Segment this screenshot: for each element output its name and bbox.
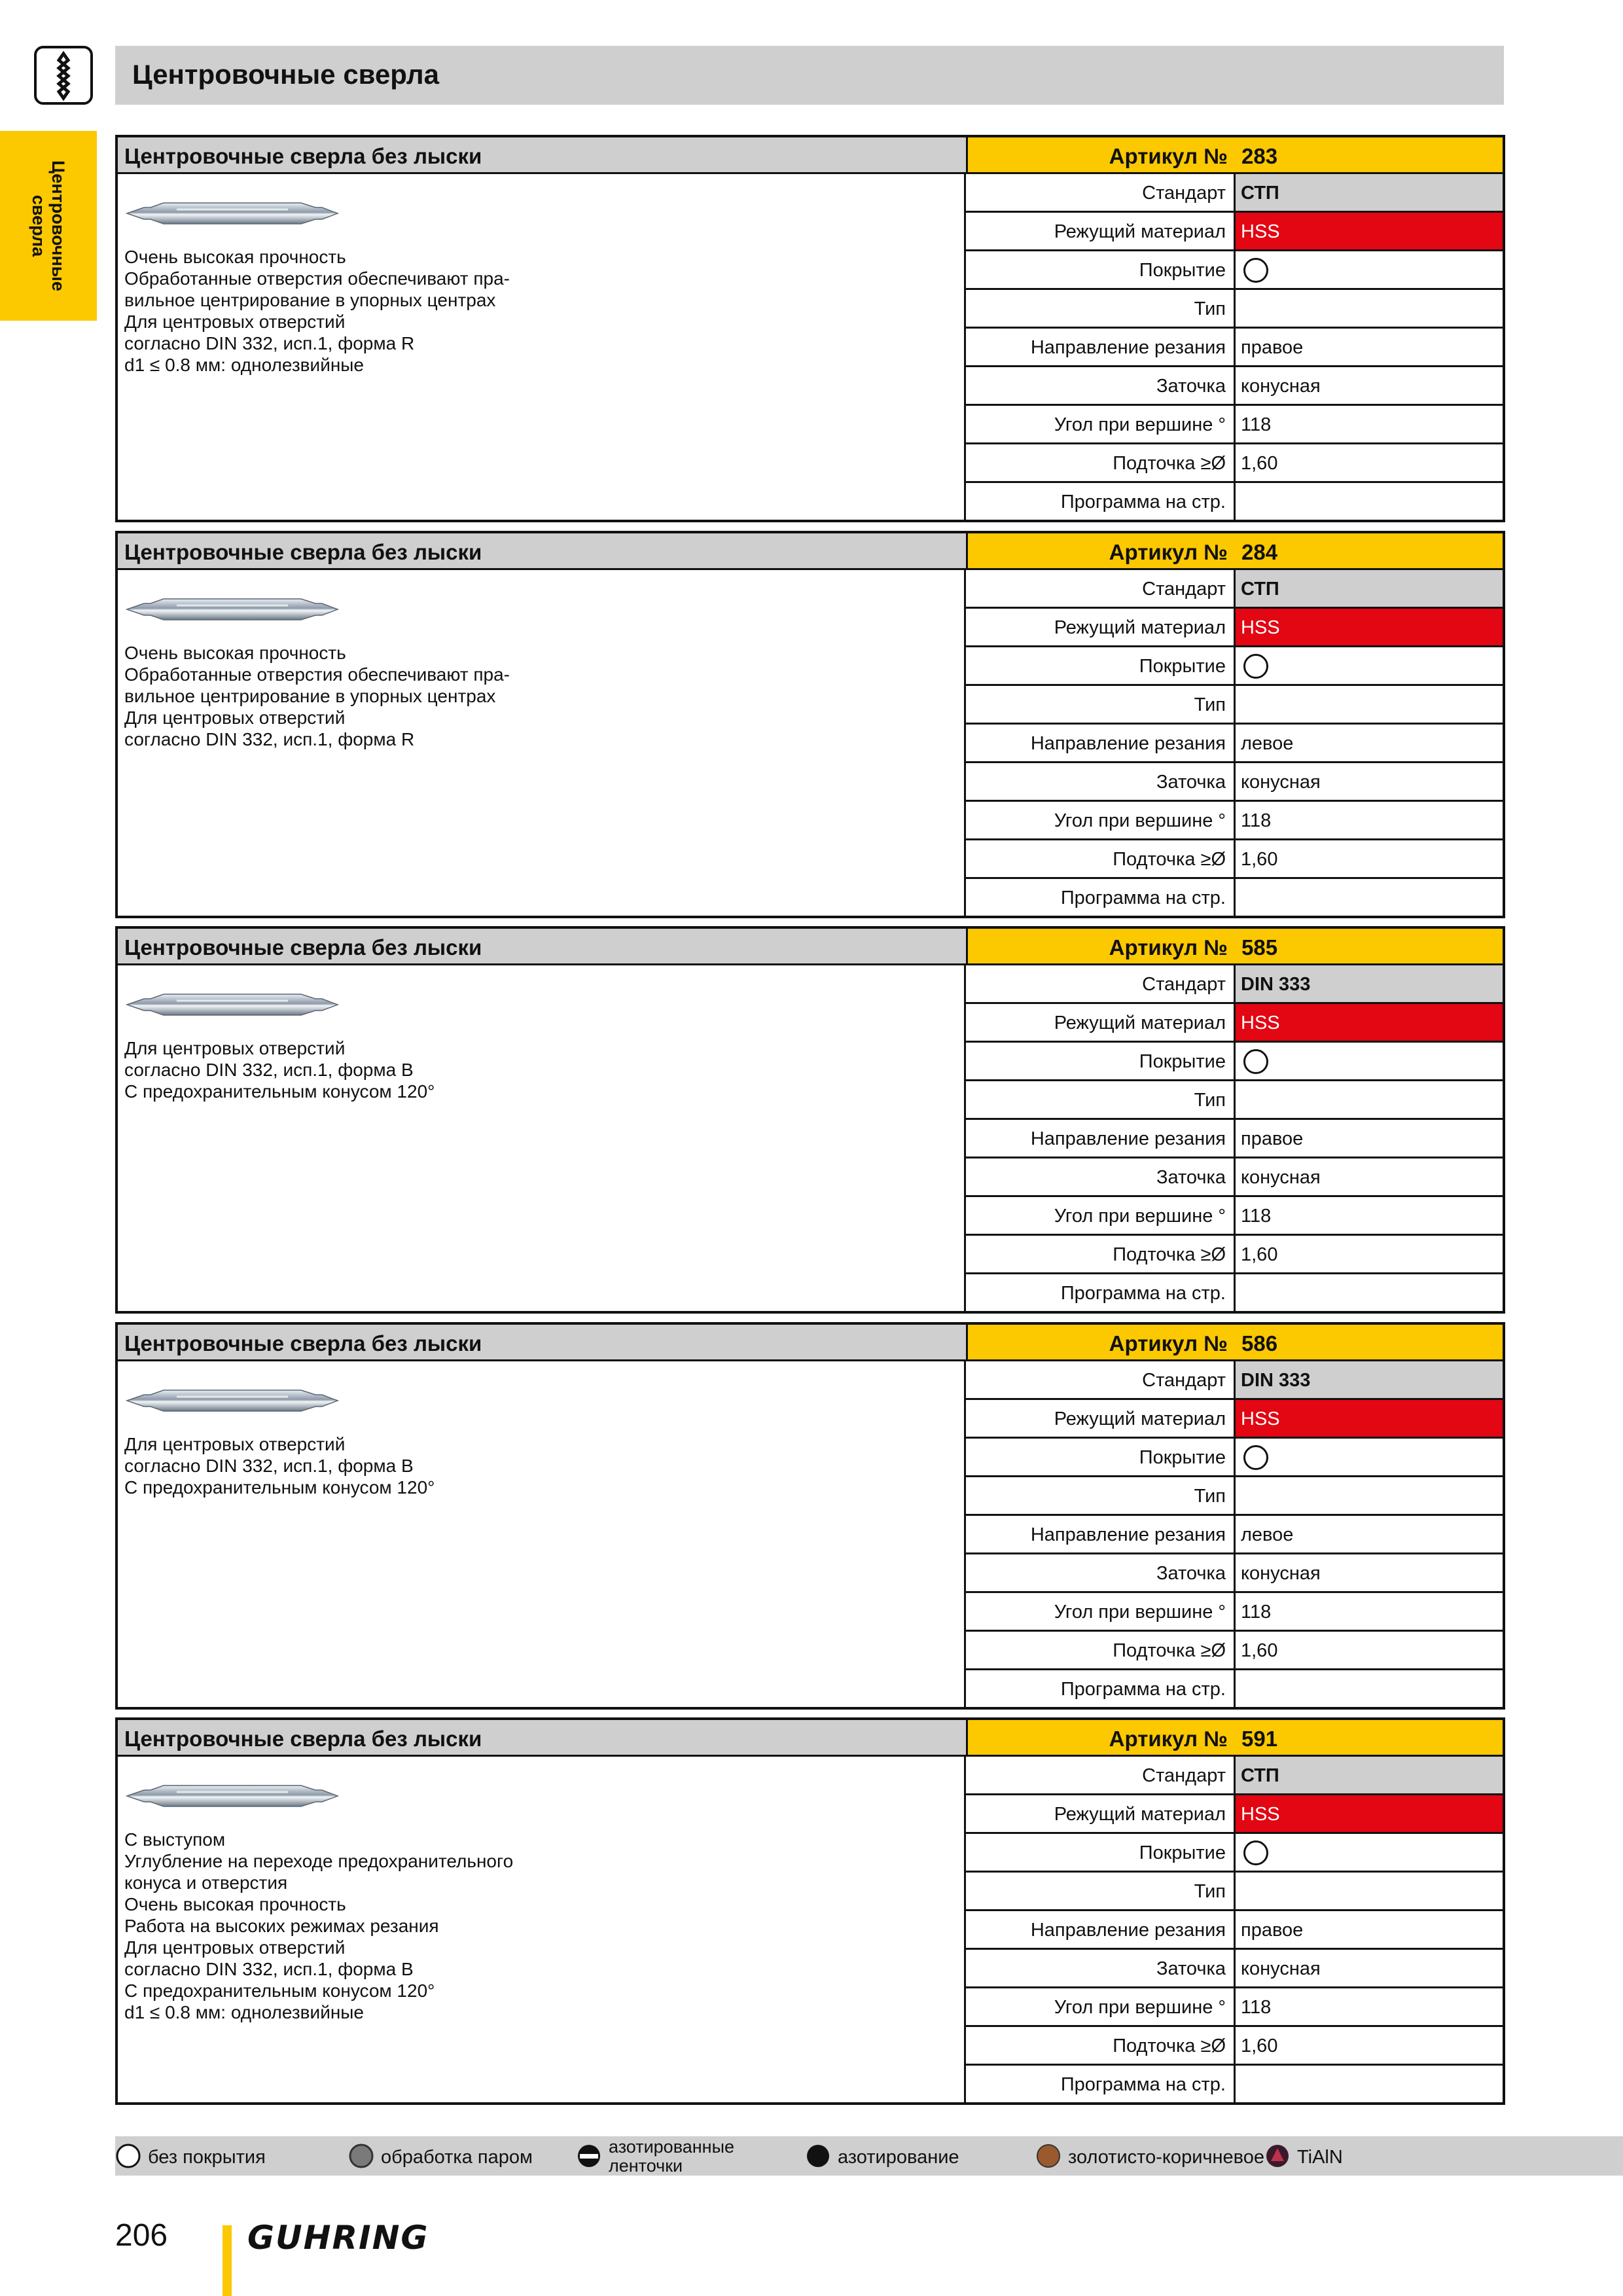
- spec-value: левое: [1241, 733, 1294, 754]
- spec-label: Направление резания: [1030, 1524, 1226, 1545]
- spec-value: левое: [1241, 1524, 1294, 1545]
- spec-label: Подточка ≥Ø: [1113, 1244, 1226, 1265]
- spec-label: Покрытие: [1139, 1447, 1226, 1468]
- spec-value-cell: [1236, 1873, 1503, 1909]
- spec-row: [966, 725, 1503, 763]
- spec-label-cell: [966, 290, 1236, 327]
- uncoated-icon: [1243, 654, 1268, 679]
- spec-row: [966, 879, 1503, 918]
- spec-value: конусная: [1241, 376, 1321, 397]
- spec-value-cell: [1236, 367, 1503, 404]
- spec-label-cell: [966, 329, 1236, 365]
- footer-accent-bar: [223, 2225, 232, 2296]
- legend-label: без покрытия: [148, 2147, 266, 2168]
- section-description-panel: [118, 570, 966, 916]
- center-drill-image: [124, 978, 340, 1031]
- spec-label: Направление резания: [1030, 337, 1226, 358]
- spec-row: [966, 1950, 1503, 1988]
- spec-value-cell: [1236, 763, 1503, 800]
- spec-value-cell: [1236, 1950, 1503, 1986]
- spec-label-cell: [966, 647, 1236, 684]
- gold-brown-icon: [1035, 2143, 1061, 2169]
- spec-row: [966, 2027, 1503, 2066]
- spec-value-cell: [1236, 406, 1503, 442]
- steam-treated-icon: [348, 2143, 374, 2169]
- product-section: [115, 135, 1505, 522]
- spec-value: 1,60: [1241, 2036, 1278, 2056]
- spec-label: Заточка: [1156, 772, 1226, 793]
- spec-value-cell: [1236, 879, 1503, 918]
- section-title: Центровочные сверла без лыски: [124, 540, 482, 564]
- spec-row: [966, 1911, 1503, 1950]
- spec-label-cell: [966, 174, 1236, 211]
- section-header: [118, 137, 966, 174]
- legend-label: TiAlN: [1297, 2147, 1343, 2168]
- spec-row: [966, 1988, 1503, 2027]
- spec-label-cell: [966, 444, 1236, 481]
- uncoated-icon: [1243, 1049, 1268, 1074]
- spec-value-cell: [1236, 2027, 1503, 2064]
- spec-label: Тип: [1194, 1486, 1226, 1507]
- product-section: [115, 1717, 1505, 2105]
- article-header: [966, 929, 1503, 965]
- spec-value-cell: [1236, 965, 1503, 1002]
- spec-value: 118: [1241, 1997, 1272, 2018]
- spec-row: [966, 1081, 1503, 1120]
- spec-value: правое: [1241, 1128, 1304, 1149]
- spec-row: [966, 1004, 1503, 1043]
- spec-label: Направление резания: [1030, 733, 1226, 754]
- spec-value-cell: [1236, 1757, 1503, 1793]
- spec-row: [966, 1439, 1503, 1477]
- spec-label-cell: [966, 725, 1236, 761]
- spec-label-cell: [966, 965, 1236, 1002]
- tialn-icon: [1264, 2143, 1291, 2169]
- article-header: [966, 533, 1503, 570]
- spec-label: Программа на стр.: [1060, 888, 1226, 908]
- spec-value-cell: [1236, 647, 1503, 684]
- article-number[interactable]: 591: [1241, 1727, 1278, 1751]
- spec-label: Подточка ≥Ø: [1113, 453, 1226, 474]
- legend-label: азотирование: [838, 2147, 959, 2168]
- spec-row: [966, 1043, 1503, 1081]
- spec-label: Программа на стр.: [1060, 2074, 1226, 2095]
- spec-table: [966, 570, 1503, 916]
- spec-label-cell: [966, 2027, 1236, 2064]
- spec-value: правое: [1241, 337, 1304, 358]
- spec-label-cell: [966, 1516, 1236, 1552]
- article-label: Артикул №: [1109, 144, 1228, 168]
- spec-label-cell: [966, 1274, 1236, 1313]
- spec-value-cell: [1236, 1120, 1503, 1157]
- spec-label: Заточка: [1156, 1167, 1226, 1188]
- spec-value-cell: [1236, 1670, 1503, 1709]
- spec-row: [966, 1197, 1503, 1236]
- spec-value: HSS: [1241, 1408, 1280, 1429]
- spec-value: HSS: [1241, 617, 1280, 638]
- section-header: [118, 1325, 966, 1361]
- spec-label-cell: [966, 1670, 1236, 1709]
- section-header: [118, 929, 966, 965]
- spec-value-cell: [1236, 1081, 1503, 1118]
- spec-row: [966, 1274, 1503, 1313]
- spec-label-cell: [966, 1950, 1236, 1986]
- article-label: Артикул №: [1109, 540, 1228, 564]
- spec-value: конусная: [1241, 772, 1321, 793]
- spec-value-cell: [1236, 1274, 1503, 1313]
- spec-label: Подточка ≥Ø: [1113, 849, 1226, 870]
- spec-value-cell: [1236, 1834, 1503, 1871]
- spec-value-cell: [1236, 1554, 1503, 1591]
- spec-value-cell: [1236, 1236, 1503, 1272]
- spec-label: Стандарт: [1142, 1765, 1226, 1786]
- spec-label: Режущий материал: [1054, 1804, 1226, 1825]
- spec-value: DIN 333: [1241, 974, 1311, 995]
- spec-table: [966, 174, 1503, 520]
- spec-label-cell: [966, 1043, 1236, 1079]
- legend-label: азотированные ленточки: [609, 2137, 734, 2176]
- spec-label: Программа на стр.: [1060, 492, 1226, 512]
- spec-row: [966, 965, 1503, 1004]
- section-description-panel: [118, 174, 966, 520]
- section-title: Центровочные сверла без лыски: [124, 144, 482, 168]
- spec-label-cell: [966, 1120, 1236, 1157]
- spec-label-cell: [966, 1834, 1236, 1871]
- spec-label: Заточка: [1156, 1958, 1226, 1979]
- spec-value: 118: [1241, 1206, 1272, 1227]
- spec-row: [966, 570, 1503, 609]
- spec-value: правое: [1241, 1920, 1304, 1941]
- nitriding-icon: [805, 2143, 831, 2169]
- spec-value-cell: [1236, 1988, 1503, 2025]
- spec-label-cell: [966, 1477, 1236, 1514]
- spec-value-cell: [1236, 1795, 1503, 1832]
- spec-value-cell: [1236, 174, 1503, 211]
- article-label: Артикул №: [1109, 1727, 1228, 1751]
- spec-label: Покрытие: [1139, 656, 1226, 677]
- spec-value: СТП: [1241, 183, 1279, 204]
- spec-label: Подточка ≥Ø: [1113, 1640, 1226, 1661]
- spec-label: Стандарт: [1142, 183, 1226, 204]
- spec-label-cell: [966, 686, 1236, 723]
- spec-value-cell: [1236, 1632, 1503, 1668]
- spec-row: [966, 174, 1503, 213]
- spec-table: [966, 965, 1503, 1311]
- article-label: Артикул №: [1109, 1331, 1228, 1355]
- spec-value-cell: [1236, 251, 1503, 288]
- section-description: Очень высокая прочность Обработанные отверстия обеспечивают пра- вильное центрирование в упорных центрах Для центровых отверстий согласно DIN 332, исп.1, форма R: [124, 643, 510, 749]
- spec-row: [966, 406, 1503, 444]
- section-title: Центровочные сверла без лыски: [124, 1331, 482, 1355]
- spec-row: [966, 802, 1503, 840]
- spec-row: [966, 1361, 1503, 1400]
- spec-value-cell: [1236, 329, 1503, 365]
- spec-label-cell: [966, 1400, 1236, 1437]
- section-description: С выступом Углубление на переходе предохранительного конуса и отверстия Очень высокая прочность Работа на высоких режимах резания Для центровых отверстий согласно DIN 332, исп.1, форма B С предохранительным конусом 120° d1 ≤ 0.8 мм: однолезвийные: [124, 1829, 514, 2022]
- spec-row: [966, 1236, 1503, 1274]
- spec-value-cell: [1236, 1004, 1503, 1041]
- spec-value: HSS: [1241, 221, 1280, 242]
- spec-label-cell: [966, 1593, 1236, 1630]
- spec-label: Подточка ≥Ø: [1113, 2036, 1226, 2056]
- section-description-panel: [118, 1361, 966, 1707]
- spec-label-cell: [966, 609, 1236, 645]
- spec-value-cell: [1236, 1400, 1503, 1437]
- spec-label-cell: [966, 483, 1236, 522]
- spec-label-cell: [966, 1004, 1236, 1041]
- spec-label-cell: [966, 1361, 1236, 1398]
- center-drill-image: [124, 1374, 340, 1427]
- spec-value: 118: [1241, 1602, 1272, 1623]
- spec-label: Стандарт: [1142, 1370, 1226, 1391]
- spec-label-cell: [966, 1554, 1236, 1591]
- section-header: [118, 533, 966, 570]
- spec-label: Тип: [1194, 1090, 1226, 1111]
- product-section: [115, 1322, 1505, 1710]
- spec-value-cell: [1236, 2066, 1503, 2104]
- spec-value: 118: [1241, 810, 1272, 831]
- drill-category-icon: [34, 46, 93, 105]
- spec-value: 1,60: [1241, 453, 1278, 474]
- spec-label-cell: [966, 1081, 1236, 1118]
- spec-row: [966, 1757, 1503, 1795]
- brand-logo: GUHRING: [247, 2219, 429, 2257]
- spec-row: [966, 483, 1503, 522]
- spec-value-cell: [1236, 290, 1503, 327]
- spec-row: [966, 1593, 1503, 1632]
- spec-label-cell: [966, 879, 1236, 918]
- spec-value-cell: [1236, 1361, 1503, 1398]
- spec-label: Программа на стр.: [1060, 1679, 1226, 1700]
- spec-label: Направление резания: [1030, 1920, 1226, 1941]
- spec-table: [966, 1757, 1503, 2102]
- spec-row: [966, 329, 1503, 367]
- spec-value: СТП: [1241, 579, 1279, 600]
- spec-label: Направление резания: [1030, 1128, 1226, 1149]
- nitrided-margins-icon: [576, 2143, 602, 2169]
- spec-row: [966, 1158, 1503, 1197]
- product-section: [115, 926, 1505, 1314]
- product-section: [115, 531, 1505, 918]
- section-title: Центровочные сверла без лыски: [124, 1727, 482, 1751]
- center-drill-image: [124, 1770, 340, 1822]
- spec-label: Тип: [1194, 1881, 1226, 1902]
- spec-value-cell: [1236, 802, 1503, 838]
- spec-value-cell: [1236, 1197, 1503, 1234]
- spec-value: 1,60: [1241, 849, 1278, 870]
- spec-label-cell: [966, 2066, 1236, 2104]
- page-title: Центровочные сверла: [132, 59, 439, 90]
- spec-table: [966, 1361, 1503, 1707]
- spec-value: конусная: [1241, 1167, 1321, 1188]
- spec-value-cell: [1236, 725, 1503, 761]
- section-description: Для центровых отверстий согласно DIN 332, исп.1, форма B С предохранительным конусом 120°: [124, 1434, 435, 1498]
- spec-value-cell: [1236, 444, 1503, 481]
- spec-row: [966, 444, 1503, 483]
- spec-value: СТП: [1241, 1765, 1279, 1786]
- spec-value-cell: [1236, 1593, 1503, 1630]
- spec-row: [966, 609, 1503, 647]
- spec-row: [966, 1632, 1503, 1670]
- spec-row: [966, 1554, 1503, 1593]
- legend-label: обработка паром: [381, 2147, 533, 2168]
- article-number[interactable]: 284: [1241, 540, 1278, 564]
- spec-label: Угол при вершине °: [1054, 810, 1226, 831]
- spec-label-cell: [966, 1873, 1236, 1909]
- spec-row: [966, 1795, 1503, 1834]
- section-description-panel: [118, 965, 966, 1311]
- spec-label-cell: [966, 406, 1236, 442]
- side-tab-label: Центровочные сверла: [29, 160, 68, 291]
- spec-value-cell: [1236, 1043, 1503, 1079]
- spec-value-cell: [1236, 1439, 1503, 1475]
- spec-value-cell: [1236, 570, 1503, 607]
- article-number[interactable]: 586: [1241, 1331, 1278, 1355]
- article-header: [966, 1720, 1503, 1757]
- spec-row: [966, 686, 1503, 725]
- spec-label-cell: [966, 763, 1236, 800]
- spec-value: конусная: [1241, 1563, 1321, 1584]
- spec-label: Покрытие: [1139, 260, 1226, 281]
- section-header: [118, 1720, 966, 1757]
- spec-label-cell: [966, 570, 1236, 607]
- spec-label-cell: [966, 1439, 1236, 1475]
- spec-label-cell: [966, 1911, 1236, 1948]
- article-header: [966, 1325, 1503, 1361]
- spec-label-cell: [966, 1988, 1236, 2025]
- spec-value: 1,60: [1241, 1244, 1278, 1265]
- spec-label-cell: [966, 1158, 1236, 1195]
- spec-value-cell: [1236, 1158, 1503, 1195]
- spec-value-cell: [1236, 840, 1503, 877]
- spec-value: 1,60: [1241, 1640, 1278, 1661]
- spec-label: Заточка: [1156, 1563, 1226, 1584]
- section-description-panel: [118, 1757, 966, 2102]
- spec-label: Покрытие: [1139, 1051, 1226, 1072]
- spec-value: конусная: [1241, 1958, 1321, 1979]
- spec-label: Угол при вершине °: [1054, 414, 1226, 435]
- spec-row: [966, 290, 1503, 329]
- spec-row: [966, 763, 1503, 802]
- article-number[interactable]: 585: [1241, 935, 1278, 960]
- spec-label: Угол при вершине °: [1054, 1602, 1226, 1623]
- spec-label-cell: [966, 1757, 1236, 1793]
- spec-value: DIN 333: [1241, 1370, 1311, 1391]
- center-drill-image: [124, 187, 340, 240]
- spec-row: [966, 1670, 1503, 1709]
- spec-label-cell: [966, 1632, 1236, 1668]
- spec-value: 118: [1241, 414, 1272, 435]
- spec-row: [966, 1516, 1503, 1554]
- spec-value-cell: [1236, 213, 1503, 249]
- spec-label: Режущий материал: [1054, 617, 1226, 638]
- spec-label: Заточка: [1156, 376, 1226, 397]
- spec-label-cell: [966, 840, 1236, 877]
- spec-value-cell: [1236, 1911, 1503, 1948]
- spec-label: Режущий материал: [1054, 221, 1226, 242]
- spec-row: [966, 1873, 1503, 1911]
- section-title: Центровочные сверла без лыски: [124, 935, 482, 960]
- spec-row: [966, 840, 1503, 879]
- spec-row: [966, 1120, 1503, 1158]
- article-label: Артикул №: [1109, 935, 1228, 960]
- side-tab[interactable]: [0, 131, 97, 321]
- spec-value-cell: [1236, 609, 1503, 645]
- coating-legend: [115, 2136, 1623, 2176]
- spec-value: HSS: [1241, 1013, 1280, 1033]
- uncoated-icon: [1243, 1840, 1268, 1865]
- spec-label: Угол при вершине °: [1054, 1997, 1226, 2018]
- spec-row: [966, 2066, 1503, 2104]
- uncoated-icon: [1243, 258, 1268, 283]
- spec-label: Программа на стр.: [1060, 1283, 1226, 1304]
- spec-value-cell: [1236, 1477, 1503, 1514]
- spec-label: Тип: [1194, 298, 1226, 319]
- section-description: Для центровых отверстий согласно DIN 332, исп.1, форма B С предохранительным конусом 120°: [124, 1038, 435, 1102]
- spec-row: [966, 1477, 1503, 1516]
- article-header: [966, 137, 1503, 174]
- spec-label: Режущий материал: [1054, 1013, 1226, 1033]
- section-description: Очень высокая прочность Обработанные отверстия обеспечивают пра- вильное центрирование в упорных центрах Для центровых отверстий согласно DIN 332, исп.1, форма R d1 ≤ 0.8 мм: однолезвийные: [124, 247, 510, 375]
- spec-label-cell: [966, 1236, 1236, 1272]
- page-number: 206: [115, 2218, 168, 2253]
- spec-row: [966, 367, 1503, 406]
- spec-row: [966, 1834, 1503, 1873]
- spec-label-cell: [966, 802, 1236, 838]
- spec-label-cell: [966, 1795, 1236, 1832]
- spec-label: Режущий материал: [1054, 1408, 1226, 1429]
- spec-label-cell: [966, 251, 1236, 288]
- center-drill-image: [124, 583, 340, 636]
- uncoated-icon: [1243, 1445, 1268, 1470]
- spec-label-cell: [966, 213, 1236, 249]
- page-title-bar: [115, 46, 1504, 105]
- article-number[interactable]: 283: [1241, 144, 1278, 168]
- spec-value-cell: [1236, 686, 1503, 723]
- spec-label: Стандарт: [1142, 974, 1226, 995]
- spec-label-cell: [966, 1197, 1236, 1234]
- spec-label: Угол при вершине °: [1054, 1206, 1226, 1227]
- spec-value: HSS: [1241, 1804, 1280, 1825]
- spec-row: [966, 1400, 1503, 1439]
- spec-row: [966, 647, 1503, 686]
- spec-row: [966, 251, 1503, 290]
- spec-label: Покрытие: [1139, 1842, 1226, 1863]
- spec-row: [966, 213, 1503, 251]
- spec-value-cell: [1236, 1516, 1503, 1552]
- legend-label: золотисто-коричневое: [1068, 2147, 1264, 2168]
- spec-value-cell: [1236, 483, 1503, 522]
- spec-label-cell: [966, 367, 1236, 404]
- spec-label: Тип: [1194, 694, 1226, 715]
- uncoated-icon: [115, 2143, 141, 2169]
- spec-label: Стандарт: [1142, 579, 1226, 600]
